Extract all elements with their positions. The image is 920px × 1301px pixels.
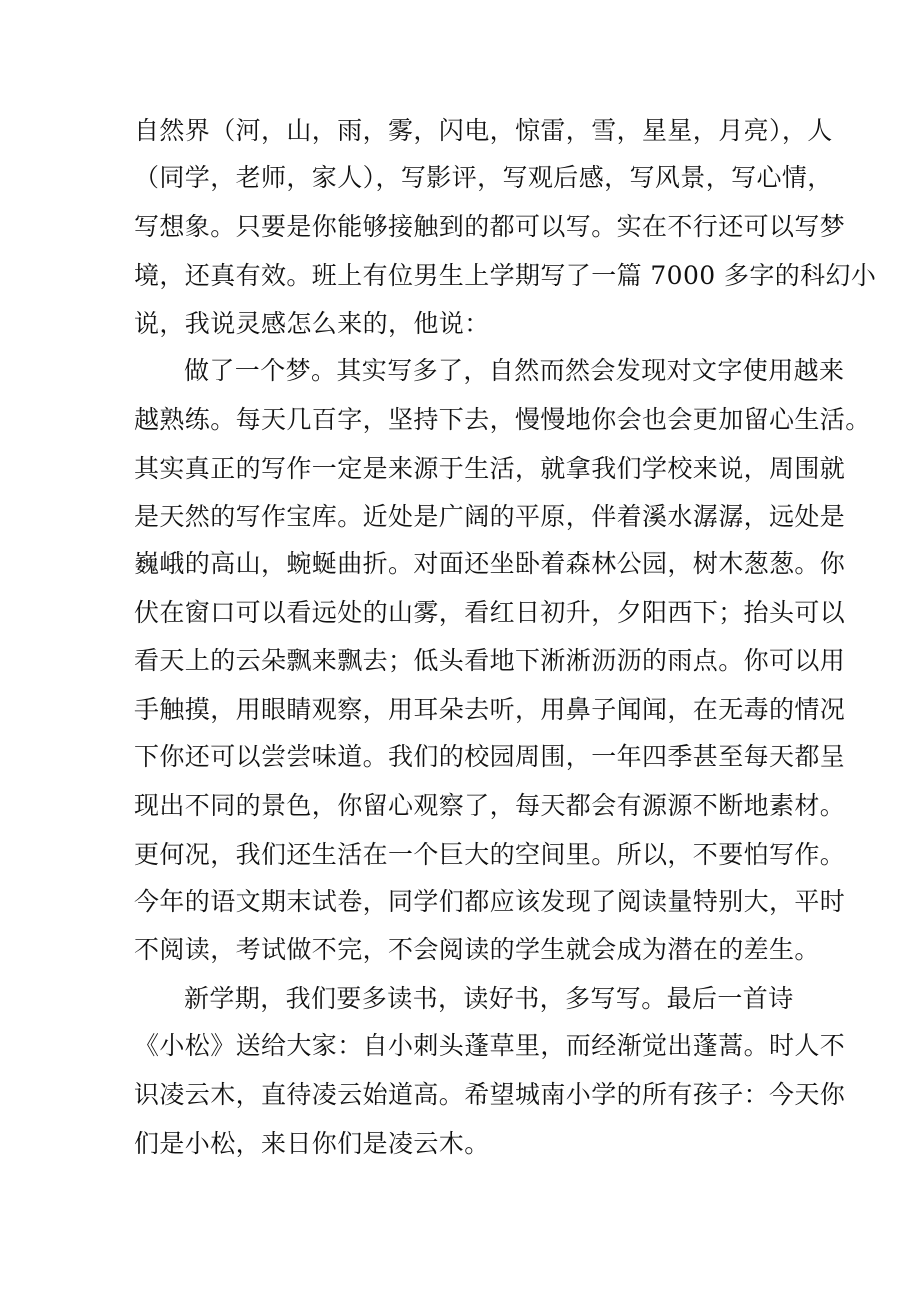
text-line: 手触摸，用眼睛观察，用耳朵去听，用鼻子闻闻，在无毒的情况 [134, 695, 846, 724]
text-line: 《小松》送给大家：自小刺头蓬草里，而经渐觉出蓬蒿。时人不 [134, 1031, 846, 1060]
text-line: 做了一个梦。其实写多了，自然而然会发现对文字使用越来 [184, 356, 845, 385]
text-line: 看天上的云朵飘来飘去；低头看地下淅淅沥沥的雨点。你可以用 [134, 646, 846, 675]
text-line: 下你还可以尝尝味道。我们的校园周围，一年四季甚至每天都呈 [134, 742, 846, 771]
text-line: 新学期，我们要多读书，读好书，多写写。最后一首诗 [184, 984, 794, 1013]
text-line: 识凌云木，直待凌云始道高。希望城南小学的所有孩子：今天你 [134, 1080, 846, 1109]
text-line: 不阅读，考试做不完，不会阅读的学生就会成为潜在的差生。 [134, 935, 820, 964]
text-line: 说，我说灵感怎么来的，他说： [134, 309, 490, 338]
text-line: 越熟练。每天几百字，坚持下去，慢慢地你会也会更加留心生活。 [134, 405, 871, 434]
text-line: 们是小松，来日你们是凌云木。 [134, 1129, 490, 1158]
text-line: 其实真正的写作一定是来源于生活，就拿我们学校来说，周围就 [134, 454, 846, 483]
text-line: 巍峨的高山，蜿蜒曲折。对面还坐卧着森林公园，树木葱葱。你 [134, 549, 846, 578]
text-line: 更何况，我们还生活在一个巨大的空间里。所以，不要怕写作。 [134, 840, 846, 869]
text-line: （同学，老师，家人），写影评，写观后感，写风景，写心情， [134, 163, 833, 192]
text-line: 境，还真有效。班上有位男生上学期写了一篇 7000 多字的科幻小 [134, 261, 877, 290]
text-line: 伏在窗口可以看远处的山雾，看红日初升，夕阳西下；抬头可以 [134, 598, 846, 627]
text-line: 现出不同的景色，你留心观察了，每天都会有源源不断地素材。 [134, 791, 846, 820]
text-line: 自然界（河，山，雨，雾，闪电，惊雷，雪，星星，月亮），人 [134, 116, 833, 145]
text-line: 今年的语文期末试卷，同学们都应该发现了阅读量特别大，平时 [134, 887, 846, 916]
text-line: 写想象。只要是你能够接触到的都可以写。实在不行还可以写梦 [134, 212, 846, 241]
text-line: 是天然的写作宝库。近处是广阔的平原，伴着溪水潺潺，远处是 [134, 502, 846, 531]
